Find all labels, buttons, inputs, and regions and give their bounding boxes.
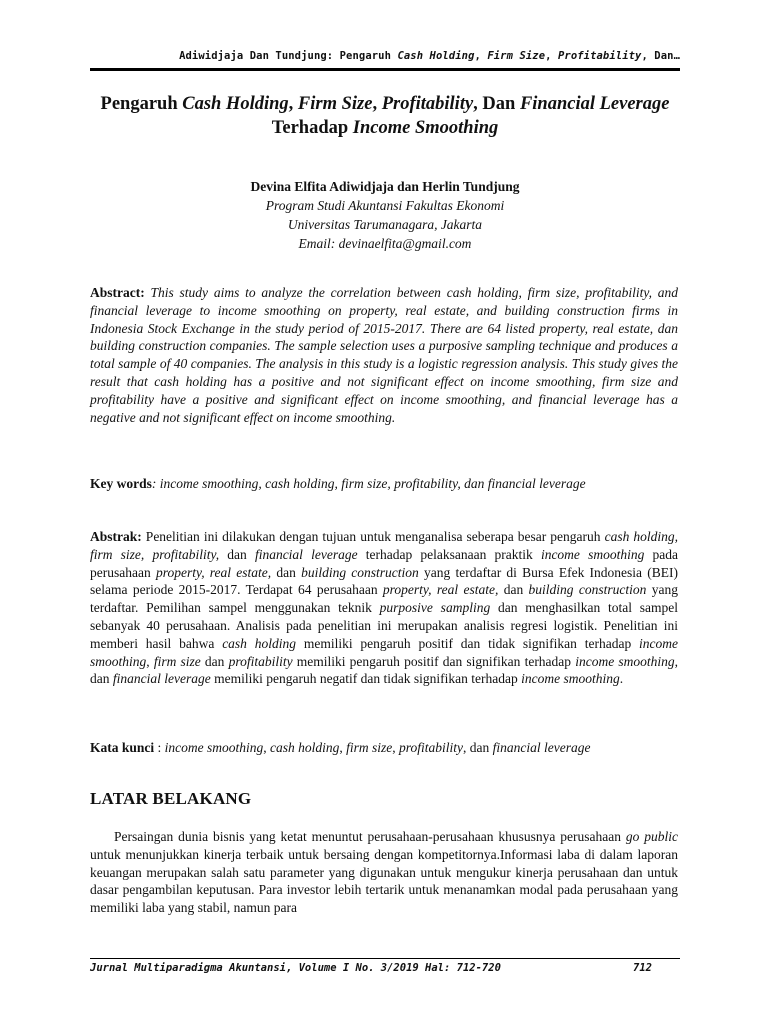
author-names: Devina Elfita Adiwidjaja dan Herlin Tundjung: [250, 179, 520, 194]
abstract-text: This study aims to analyze the correlation between cash holding, firm size, profitability, and financial leverage to income smoothing on property, real estate, and building construction firms in Indonesia Stock Exchange in the study period of 2015-2017. There are 64 listed property, real estate, dan building construction companies. The sample selection uses a purposive sampling technique and produces a total sample of 40 companies. The analysis in this study is a logistic regression analysis. This study gives the result that cash holding has a positive and not significant effect on income smoothing, firm size and profitability have a positive and significant effect on income smoothing, and financial leverage has a negative and not significant effect on income smoothing.: [90, 285, 678, 425]
author-program: Program Studi Akuntansi Fakultas Ekonomi: [265, 198, 505, 213]
body-paragraph: Persaingan dunia bisnis yang ketat menuntut perusahaan-perusahaan khususnya perusahaan go public untuk menunjukkan kinerja terbaik untuk bersaing dengan kompetitornya.Informasi laba di dalam laporan keuangan merupakan salah satu parameter yang digunakan untuk mengukur kinerja perusahaan dan untuk dasar pengambilan keputusan. Para investor lebih tertarik untuk menanamkan modal pada perusahaan yang memiliki laba yang stabil, namun para: [90, 829, 678, 916]
author-block: [90, 177, 680, 253]
abstract-english: [90, 284, 678, 426]
keywords-text: : income smoothing, cash holding, firm size, profitability, dan financial leverage: [151, 476, 586, 491]
page-footer: [90, 962, 680, 974]
page-number: 712: [633, 962, 652, 974]
keywords-english: [90, 475, 678, 493]
author-email: Email: devinaelfita@gmail.com: [298, 236, 472, 251]
journal-citation: Jurnal Multiparadigma Akuntansi, Volume I No. 3/2019 Hal: 712-720: [90, 962, 501, 974]
paper-title: Pengaruh Cash Holding, Firm Size, Profitability, Dan Financial Leverage Terhadap Income Smoothing: [100, 94, 670, 138]
keywords-indonesian: Kata kunci : income smoothing, cash holding, firm size, profitability, dan financial leverage: [90, 740, 591, 755]
kata-kunci-label: Kata kunci: [90, 740, 155, 755]
abstrak-label: Abstrak:: [90, 529, 142, 544]
keywords-label: Key words: [90, 476, 152, 491]
author-university: Universitas Tarumanagara, Jakarta: [287, 217, 483, 232]
abstract-label: Abstract:: [90, 285, 145, 300]
abstract-indonesian: Abstrak: Penelitian ini dilakukan dengan tujuan untuk menganalisa seberapa besar pengaruh cash holding, firm size, profitability, dan financial leverage terhadap pelaksanaan praktik income smoothing pada perusahaan property, real estate, dan building construction yang terdaftar di Bursa Efek Indonesia (BEI) selama periode 2015-2017. Terdapat 64 perusahaan property, real estate, dan building construction yang terdaftar. Pemilihan sampel menggunakan teknik purposive sampling dan menghasilkan total sampel sebanyak 40 perusahaan. Analisis pada penelitian ini merupakan analisis regresi logistik. Penelitian ini memberi hasil bahwa cash holding memiliki pengaruh positif dan tidak signifikan terhadap income smoothing, firm size dan profitability memiliki pengaruh positif dan signifikan terhadap income smoothing, dan financial leverage memiliki pengaruh negatif dan tidak signifikan terhadap income smoothing.: [90, 529, 679, 687]
section-heading: LATAR BELAKANG: [90, 789, 252, 808]
header-divider: [90, 68, 680, 71]
footer-divider: [90, 958, 680, 959]
running-header: Adiwidjaja Dan Tundjung: Pengaruh Cash Holding, Firm Size, Profitability, Dan…: [179, 50, 680, 62]
